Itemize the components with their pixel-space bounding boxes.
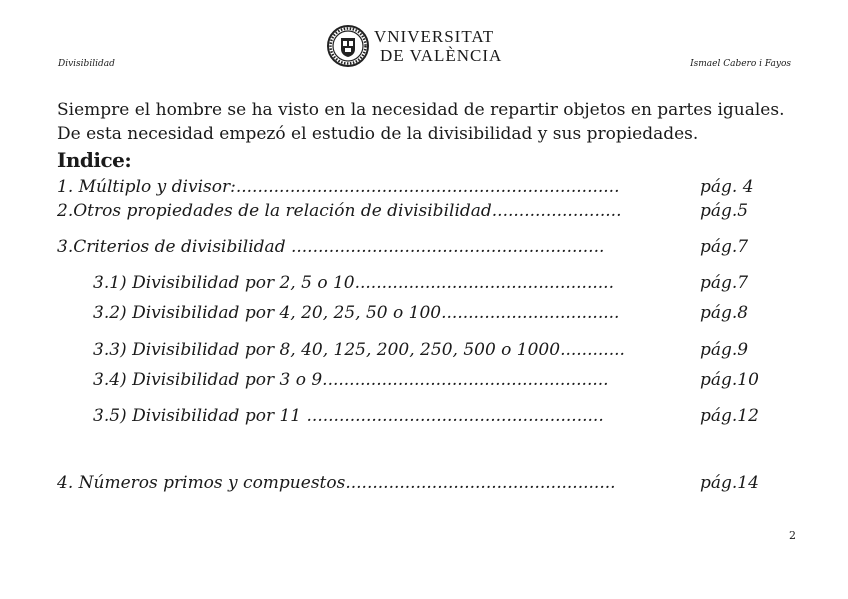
page-number: 2 [789,529,796,542]
university-seal-icon [326,24,370,68]
toc-page-3-5: pág.12 [700,406,759,426]
toc-entry-3-4: 3.4) Divisibilidad por 3 o 9..................................................... [93,370,609,390]
toc-entry-3-5: 3.5) Divisibilidad por 11 ....................................................... [93,406,604,426]
toc-entry-4: 4. Números primos y compuestos.................................................. [57,473,616,493]
intro-line-2: De esta necesidad empezó el estudio de la divisibilidad y sus propiedades. [57,124,699,144]
toc-entry-3-1: 3.1) Divisibilidad por 2, 5 o 10................................................ [93,273,614,293]
toc-entry-1: 1. Múltiplo y divisor:....................................................................... [57,177,620,197]
header-left-title: Divisibilidad [58,59,115,69]
university-logo [326,24,502,68]
toc-entry-3: 3.Criterios de divisibilidad .......................................................... [57,237,605,257]
logo-line-2: DE VALÈNCIA [380,46,503,65]
toc-page-2: pág.5 [700,201,749,221]
intro-paragraph [57,98,797,146]
toc-entry-2: 2.Otros propiedades de la relación de divisibilidad........................ [57,201,622,221]
index-title: Indice: [57,148,132,172]
toc-entry-3-3: 3.3) Divisibilidad por 8, 40, 125, 200, 250, 500 o 1000............ [93,340,625,360]
header-right-author: Ismael Cabero i Fayos [690,59,791,69]
toc-entry-3-2: 3.2) Divisibilidad por 4, 20, 25, 50 o 100................................. [93,303,620,323]
toc-page-1: pág. 4 [700,177,754,197]
logo-line-1: VNIVERSITAT [374,27,495,46]
toc-page-3-1: pág.7 [700,273,749,293]
intro-line-1: Siempre el hombre se ha visto en la necesidad de repartir objetos en partes iguales. [57,100,785,120]
toc-page-3-2: pág.8 [700,303,749,323]
toc-page-3-4: pág.10 [700,370,759,390]
toc-page-3-3: pág.9 [700,340,749,360]
toc-page-3: pág.7 [700,237,749,257]
toc-page-4: pág.14 [700,473,759,493]
